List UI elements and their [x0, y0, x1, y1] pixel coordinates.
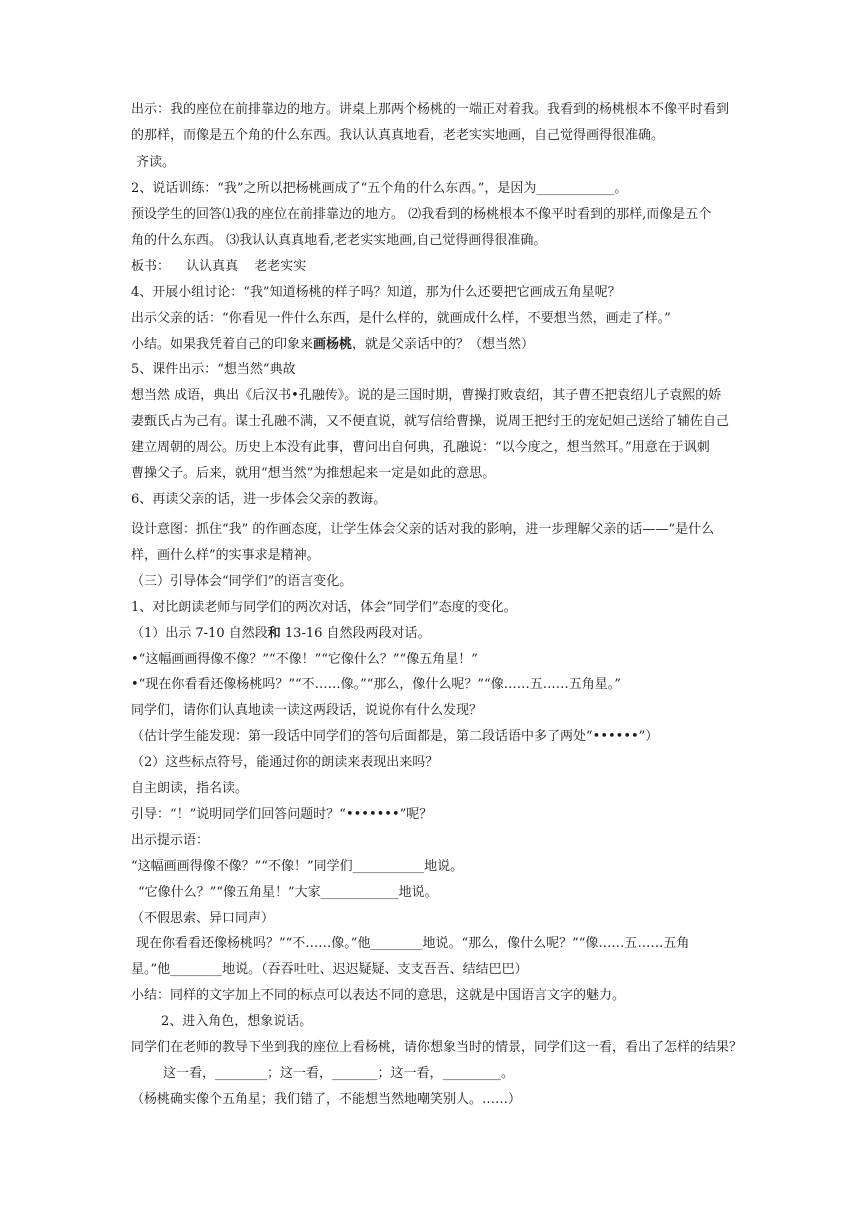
text-line-28: 引导：“！”说明同学们回答问题时？“•••••••”呢？ [131, 807, 433, 822]
text-line-27: 自主朗读，指名读。 [131, 781, 249, 796]
text-line-17: 设计意图：抓住“我” 的作画态度，让学生体会父亲的话对我的影响，进一步理解父亲的话——“是什么 [131, 522, 715, 537]
text-line-18: 样，画什么样”的实事求是精神。 [131, 548, 320, 563]
text-line-16: 6、再读父亲的话，进一步体会父亲的教诲。 [131, 492, 387, 507]
text-line-21 [131, 624, 731, 644]
text-line-36: 2、进入角色，想象说话。 [161, 1014, 313, 1029]
text-line-7: 板书： 认认真真 老老实实 [131, 259, 307, 274]
text-line-38: 这一看，________；这一看，_______；这一看，_________。 [163, 1066, 515, 1081]
text-line-26: （2）这些标点符号，能通过你的朗读来表现出来吗？ [131, 755, 439, 770]
text-line-37: 同学们在老师的教导下坐到我的座位上看杨桃，请你想象当时的情景，同学们这一看，看出了怎样的结果？ [131, 1040, 743, 1055]
text-line-10-post: ，就是父亲话中的？（想当然） [352, 337, 535, 352]
text-line-5: 预设学生的回答⑴我的座位在前排靠边的地方。 ⑵我看到的杨桃根本不像平时看到的那样,而像是五个 [131, 207, 712, 222]
text-line-34: 星。”他________地说。（吞吞吐吐、迟迟疑疑、支支吾吾、结结巴巴） [131, 962, 528, 977]
text-line-39: （杨桃确实像个五角星；我们错了，不能想当然地嘲笑别人。……） [131, 1092, 522, 1107]
text-line-32: （不假思索、异口同声） [131, 911, 275, 926]
text-line-1: 出示：我的座位在前排靠边的地方。讲桌上那两个杨桃的一端正对着我。我看到的杨桃根本不像平时看到 [131, 102, 730, 117]
text-line-8: 4、开展小组讨论：“我”知道杨桃的样子吗？知道，那为什么还要把它画成五角星呢？ [131, 285, 621, 300]
text-line-4: 2、说话训练：“我”之所以把杨桃画成了“五个角的什么东西。”，是因为____________。 [131, 181, 628, 196]
text-line-10-bold: 画杨桃 [313, 337, 353, 352]
text-line-10-pre: 小结。如果我凭着自己的印象来 [131, 337, 314, 352]
text-line-12: 想当然 成语，典出《后汉书•孔融传》。说的是三国时期，曹操打败袁绍，其子曹丕把袁绍儿子袁熙的娇 [131, 388, 722, 403]
text-line-14: 建立周朝的周公。历史上本没有此事，曹问出自何典，孔融说：“以今度之，想当然耳。”用意在于讽刺 [131, 440, 710, 455]
text-line-21-post: 13-16 自然段两段对话。 [280, 626, 431, 641]
text-line-9: 出示父亲的话：“你看见一件什么东西，是什么样的，就画成什么样，不要想当然，画走了样。” [131, 311, 671, 326]
text-line-35: 小结：同样的文字加上不同的标点可以表达不同的意思，这就是中国语言文字的魅力。 [131, 988, 626, 1003]
text-line-15: 曹操父子。后来，就用“想当然”为推想起来一定是如此的意思。 [131, 466, 496, 481]
text-line-11: 5、课件出示：“想当然”典故 [131, 362, 296, 377]
text-line-2: 的那样，而像是五个角的什么东西。我认认真真地看，老老实实地画，自己觉得画得很准确。 [131, 128, 665, 143]
text-line-6: 角的什么东西。 ⑶我认认真真地看,老老实实地画,自己觉得画得很准确。 [131, 233, 547, 248]
text-line-10 [131, 335, 731, 355]
text-line-21-bold: 和 [267, 626, 281, 641]
text-line-20: 1、对比朗读老师与同学们的两次对话，体会“同学们”态度的变化。 [131, 600, 517, 615]
text-line-31: “它像什么？”“像五角星！”大家____________地说。 [138, 885, 438, 900]
text-line-13: 妻甄氏占为己有。谋士孔融不满，又不便直说，就写信给曹操，说周王把纣王的宠妃妲己送给了辅佐自己 [131, 414, 730, 429]
text-line-19: （三）引导体会“同学们”的语言变化。 [131, 574, 353, 589]
text-line-3: 齐读。 [136, 155, 176, 170]
text-line-25: （估计学生能发现：第一段话中同学们的答句后面都是，第二段话语中多了两处“••••••”） [131, 729, 659, 744]
text-line-21-pre: （1）出示 7-10 自然段 [131, 626, 268, 641]
text-line-23: •“现在你看看还像杨桃吗？”“不……像。”“那么，像什么呢？”“像……五……五角星。” [131, 677, 621, 692]
text-line-30: “这幅画画得像不像？”“不像！”同学们___________地说。 [131, 859, 464, 874]
text-line-22: •“这幅画画得像不像？”“不像！”“它像什么？”“像五角星！” [131, 652, 478, 667]
text-line-33: 现在你看看还像杨桃吗？”“不……像。”他________地说。“那么，像什么呢？”“像……五……五角 [136, 936, 690, 951]
text-line-29: 出示提示语： [131, 833, 210, 848]
text-line-24: 同学们，请你们认真地读一读这两段话，说说你有什么发现？ [131, 703, 483, 718]
